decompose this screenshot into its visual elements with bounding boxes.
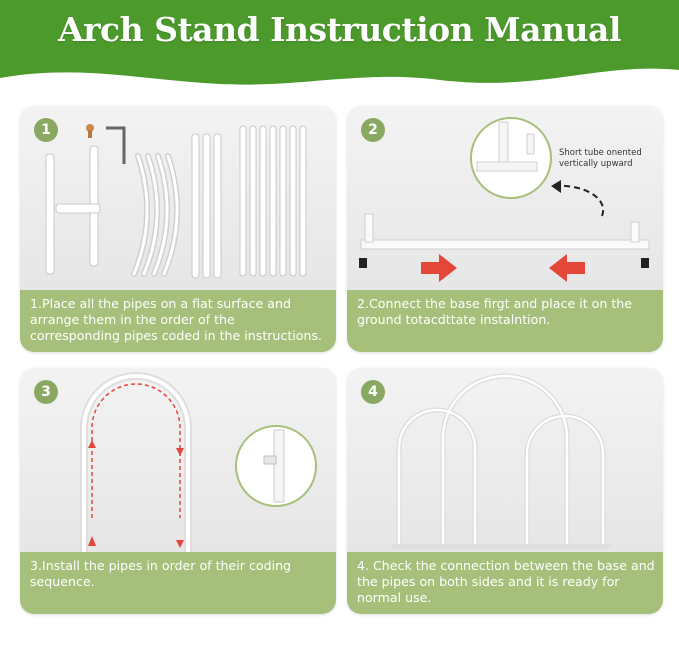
step-card-4	[347, 368, 663, 614]
step-1-caption-bar	[20, 290, 336, 352]
header-banner	[0, 0, 679, 92]
arch-install-illustration	[20, 368, 336, 552]
step-2-caption-bar	[347, 290, 663, 352]
step-2-caption: 2.Connect the base firgt and place it on the ground totacdttate instalntion.	[357, 296, 632, 327]
pipes-parts-illustration	[20, 106, 336, 290]
step-3-caption-bar	[20, 552, 336, 614]
step-2-image	[347, 106, 663, 290]
step-1-caption: 1.Place all the pipes on a flat surface and arrange them in the order of the corresponding pipes coded in the instructions.	[30, 296, 323, 343]
step-2-badge: 2	[361, 118, 385, 142]
step-3-badge: 3	[34, 380, 58, 404]
step-4-badge: 4	[361, 380, 385, 404]
page-title: Arch Stand Instruction Manual	[58, 10, 621, 49]
step-1-badge: 1	[34, 118, 58, 142]
step-3-caption: 3.Install the pipes in order of their coding sequence.	[30, 558, 292, 589]
step-2-note: Short tube onented vertically upward	[559, 148, 642, 169]
step-card-2	[347, 106, 663, 352]
base-assembly-illustration	[347, 106, 663, 290]
step-3-image	[20, 368, 336, 552]
step-card-1	[20, 106, 336, 352]
step-4-image	[347, 368, 663, 552]
step-card-3	[20, 368, 336, 614]
step-4-caption: 4. Check the connection between the base and the pipes on both sides and it is ready for normal use.	[357, 558, 655, 605]
step-1-image	[20, 106, 336, 290]
finished-arches-illustration	[347, 368, 663, 552]
step-4-caption-bar	[347, 552, 663, 614]
